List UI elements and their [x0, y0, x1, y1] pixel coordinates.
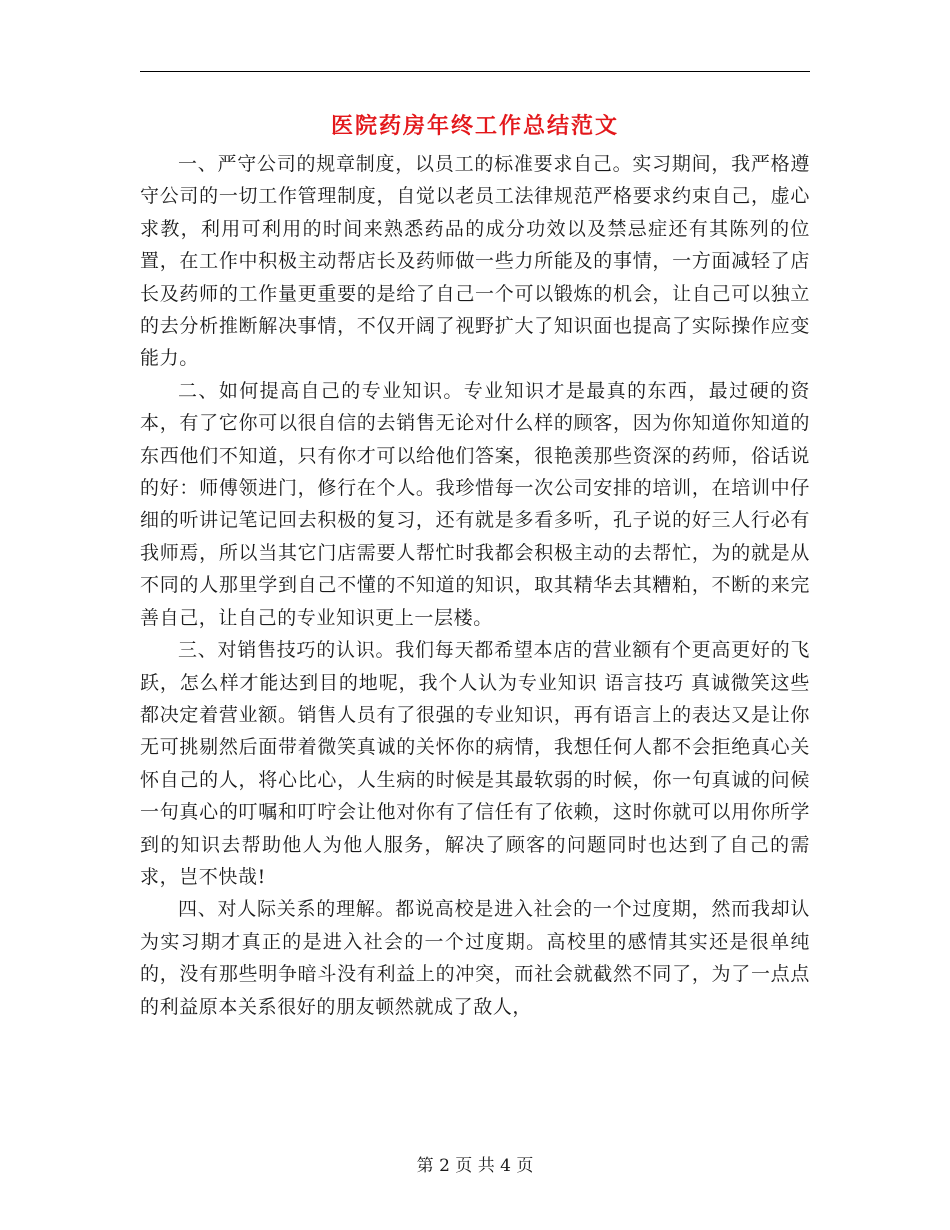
- document-body: [140, 148, 810, 1023]
- page-number: 第 2 页 共 4 页: [416, 1156, 534, 1176]
- header-rule: [140, 71, 810, 72]
- document-title: 医院药房年终工作总结范文: [330, 113, 619, 139]
- paragraph-4: 四、对人际关系的理解。都说高校是进入社会的一个过度期，然而我却认为实习期才真正的是进入社会的一个过度期。高校里的感情其实还是很单纯的，没有那些明争暗斗没有利益上的冲突，而社会就截然不同了，为了一点点的利益原本关系很好的朋友顿然就成了敌人，: [140, 898, 810, 1018]
- paragraph-3: 三、对销售技巧的认识。我们每天都希望本店的营业额有个更高更好的飞跃，怎么样才能达到目的地呢，我个人认为专业知识 语言技巧 真诚微笑这些都决定着营业额。销售人员有了很强的专业知识，再有语言上的表达又是让你无可挑剔然后面带着微笑真诚的关怀你的病情，我想任何人都不会拒绝真心关怀自己的人，将心比心，人生病的时候是其最软弱的时候，你一句真诚的问候一句真心的叮嘱和叮咛会让他对你有了信任有了依赖，这时你就可以用你所学到的知识去帮助他人为他人服务，解决了顾客的问题同时也达到了自己的需求，岂不快哉!: [140, 639, 810, 888]
- paragraph-2: 二、如何提高自己的专业知识。专业知识才是最真的东西，最过硬的资本，有了它你可以很自信的去销售无论对什么样的顾客，因为你知道你知道的东西他们不知道，只有你才可以给他们答案，很艳羡那些资深的药师，俗话说的好：师傅领进门，修行在个人。我珍惜每一次公司安排的培训，在培训中仔细的听讲记笔记回去积极的复习，还有就是多看多听，孔子说的好三人行必有我师焉，所以当其它门店需要人帮忙时我都会积极主动的去帮忙，为的就是从不同的人那里学到自己不懂的不知道的知识，取其精华去其糟粕，不断的来完善自己，让自己的专业知识更上一层楼。: [140, 379, 810, 629]
- paragraph-1: 一、严守公司的规章制度，以员工的标准要求自己。实习期间，我严格遵守公司的一切工作管理制度，自觉以老员工法律规范严格要求约束自己，虚心求教，利用可利用的时间来熟悉药品的成分功效以及禁忌症还有其陈列的位置，在工作中积极主动帮店长及药师做一些力所能及的事情，一方面减轻了店长及药师的工作量更重要的是给了自己一个可以锻炼的机会，让自己可以独立的去分析推断解决事情，不仅开阔了视野扩大了知识面也提高了实际操作应变能力。: [140, 153, 810, 370]
